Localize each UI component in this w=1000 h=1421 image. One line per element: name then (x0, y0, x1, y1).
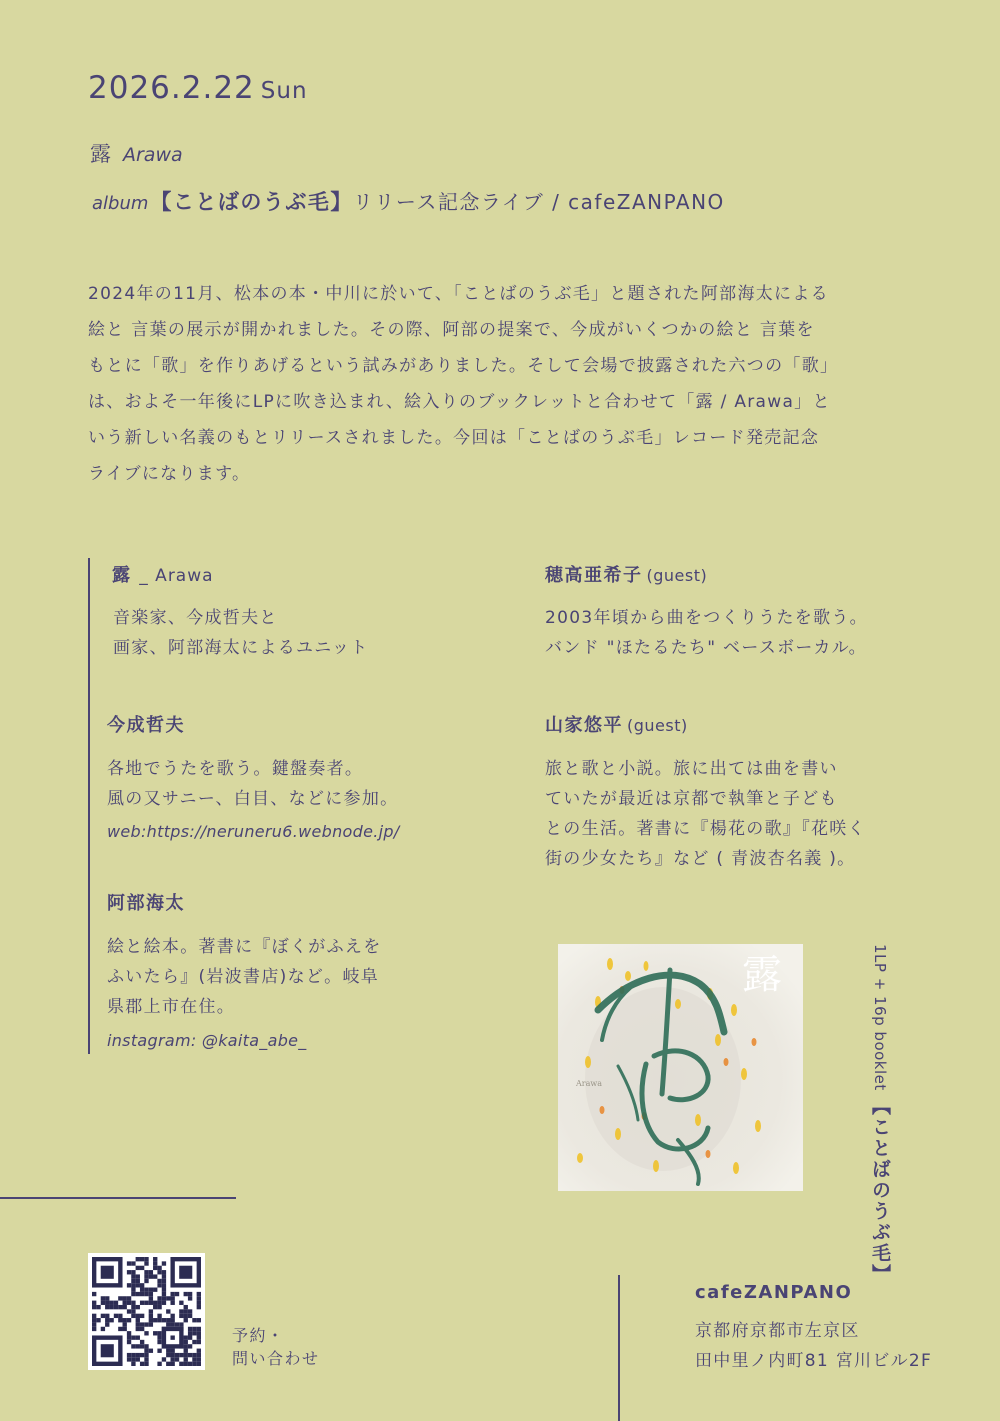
footer-divider (0, 1197, 236, 1199)
qr-code[interactable] (88, 1253, 205, 1370)
guest-label: (guest) (627, 716, 688, 735)
hotaka-name (545, 561, 707, 587)
record-info-vertical (834, 944, 894, 1285)
intro-line: 2024年の11月、松本の本・中川に於いて、「ことばのうぶ毛」と題された阿部海太による (88, 284, 829, 304)
artist-name (90, 138, 183, 168)
cover-title-char: 露 (742, 952, 782, 998)
weekday-text: Sun (260, 78, 308, 104)
address-line: 田中里ノ内町81 宮川ビル2F (695, 1351, 933, 1371)
yamaie-desc-line: ていたが最近は京都で執筆と子ども (545, 789, 838, 809)
record-format: 1LP + 16p booklet (871, 944, 889, 1091)
unit-name-suffix: _ Arawa (139, 566, 214, 586)
venue-address (695, 1316, 932, 1376)
intro-line: ライブになります。 (88, 464, 251, 484)
hotaka-name-text: 穂高亜希子 (545, 565, 643, 586)
record-title: 【ことばのうぶ毛】 (869, 1095, 891, 1285)
reserve-line: 問い合わせ (232, 1349, 320, 1368)
cover-small-text: Arawa (576, 1079, 602, 1088)
imanari-description (107, 754, 398, 814)
intro-paragraph (88, 276, 918, 492)
imanari-name: 今成哲夫 (107, 715, 185, 736)
unit-name (112, 561, 214, 587)
album-line (92, 186, 725, 216)
abe-desc-line: 県郡上市在住。 (107, 997, 236, 1017)
qr-code-icon (88, 1253, 205, 1370)
yamaie-desc-line: 旅と歌と小説。旅に出ては曲を書い (545, 759, 838, 779)
album-title: 【ことばのうぶ毛】 (150, 190, 353, 214)
imanari-web-link[interactable]: web:https://neruneru6.webnode.jp/ (107, 822, 400, 841)
intro-line: は、およそ一年後にLPに吹き込まれ、絵入りのブックレットと合わせて「露 / Arawa」と (88, 392, 831, 412)
event-date (88, 70, 308, 106)
hotaka-desc-line: バンド "ほたるたち" ベースボーカル。 (545, 638, 867, 658)
abe-name: 阿部海太 (107, 893, 185, 914)
album-prefix: album (92, 193, 149, 214)
reserve-line: 予約・ (232, 1326, 285, 1345)
yamaie-desc-line: 街の少女たち』など ( 青波杏名義 )。 (545, 849, 856, 869)
abe-desc-line: 絵と絵本。著書に『ぼくがふえを (107, 937, 382, 957)
unit-desc-line: 音楽家、今成哲夫と (113, 608, 278, 628)
imanari-desc-line: 風の又サニー、白目、などに参加。 (107, 789, 399, 809)
intro-line: いう新しい名義のもとリリースされました。今回は「ことばのうぶ毛」レコード発売記念 (88, 428, 820, 448)
imanari-desc-line: 各地でうたを歌う。鍵盤奏者。 (107, 759, 364, 779)
hotaka-desc-line: 2003年頃から曲をつくりうたを歌う。 (545, 608, 868, 628)
date-text: 2026.2.22 (88, 70, 255, 106)
left-divider (88, 558, 90, 1054)
yamaie-name (545, 711, 688, 737)
reservation-label (232, 1324, 320, 1370)
album-cover-art (558, 944, 803, 1191)
abe-instagram-link[interactable]: instagram: @kaita_abe_ (107, 1031, 307, 1050)
yamaie-description (545, 754, 866, 874)
artist-roman: Arawa (123, 144, 183, 166)
unit-name-jp: 露 (112, 565, 132, 586)
yamaie-name-text: 山家悠平 (545, 715, 623, 736)
album-suffix: リリース記念ライブ / cafeZANPANO (352, 190, 725, 214)
intro-line: もとに「歌」を作りあげるという試みがありました。そして会場で披露された六つの「歌」 (88, 356, 839, 376)
artist-jp: 露 (90, 142, 111, 166)
venue-name: cafeZANPANO (695, 1282, 853, 1303)
unit-description (113, 603, 369, 663)
abe-desc-line: ふいたら』(岩波書店)など。岐阜 (107, 967, 380, 987)
hotaka-description (545, 603, 868, 663)
abe-description (107, 932, 382, 1022)
guest-label: (guest) (646, 566, 708, 585)
intro-line: 絵と 言葉の展示が開かれました。その際、阿部の提案で、今成がいくつかの絵と 言葉を (88, 320, 815, 340)
album-cover-image (558, 944, 803, 1191)
address-line: 京都府京都市左京区 (695, 1321, 860, 1341)
footer-vertical-divider (618, 1275, 620, 1421)
unit-desc-line: 画家、阿部海太によるユニット (113, 638, 369, 658)
yamaie-desc-line: との生活。著書に『楊花の歌』『花咲く (545, 819, 866, 839)
